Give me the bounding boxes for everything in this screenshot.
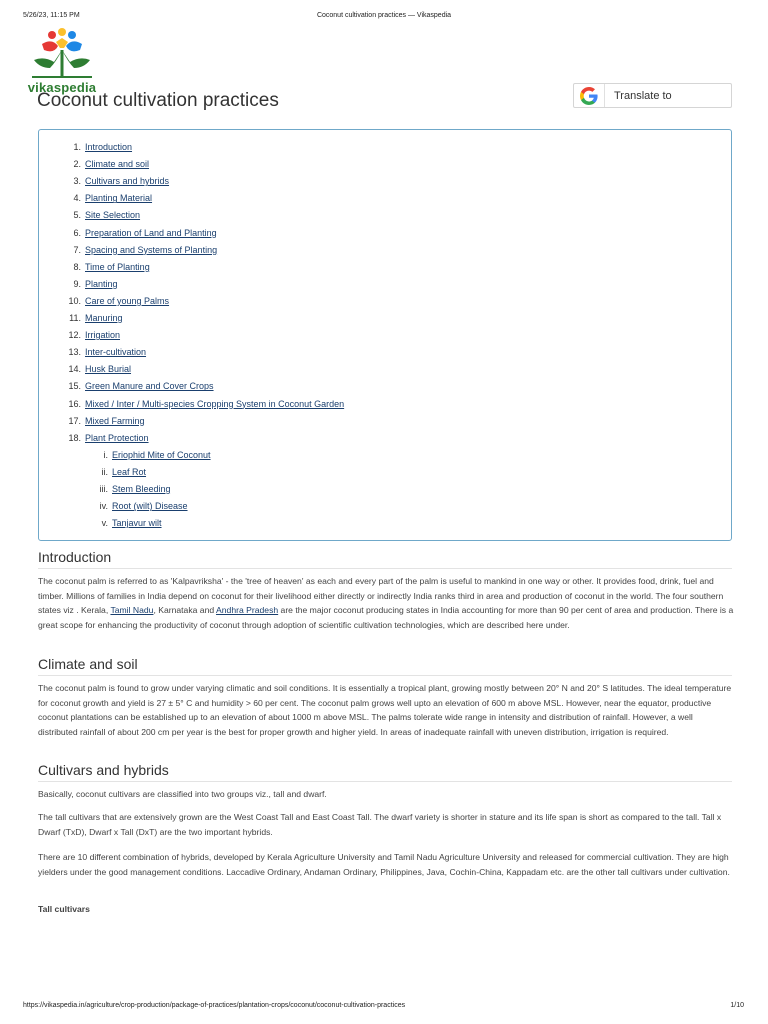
toc-sub-item-number: ii. bbox=[101, 466, 108, 477]
logo-figures-icon bbox=[26, 28, 98, 82]
translate-label: Translate to bbox=[614, 90, 672, 102]
toc-link[interactable]: Site Selection bbox=[85, 210, 141, 221]
toc-item-number: 7. bbox=[73, 244, 81, 255]
toc-item-number: 13. bbox=[68, 347, 81, 358]
heading-introduction: Introduction bbox=[38, 549, 112, 565]
toc-item bbox=[55, 159, 149, 170]
toc-item-number: 11. bbox=[69, 313, 81, 323]
toc-link[interactable]: Plant Protection bbox=[85, 432, 149, 443]
toc-sub-item bbox=[94, 518, 162, 529]
toc-sub-link[interactable]: Root (wilt) Disease bbox=[112, 501, 188, 512]
divider bbox=[38, 781, 732, 782]
toc-item-number: 1. bbox=[73, 142, 81, 152]
toc-item-number: 9. bbox=[73, 278, 81, 289]
toc-link[interactable]: Irrigation bbox=[85, 330, 121, 341]
toc-item bbox=[55, 296, 169, 307]
toc-item bbox=[55, 330, 120, 341]
toc-link[interactable]: Husk Burial bbox=[85, 364, 132, 375]
toc-item bbox=[55, 364, 131, 375]
toc-item-number: 4. bbox=[73, 193, 81, 204]
toc-link[interactable]: Care of young Palms bbox=[85, 295, 170, 306]
toc-link[interactable]: Manuring bbox=[85, 313, 123, 323]
toc-item bbox=[55, 245, 217, 256]
print-page-number: 1/10 bbox=[730, 1002, 744, 1009]
heading-climate-and-soil: Climate and soil bbox=[38, 656, 138, 672]
toc-item-number: 12. bbox=[68, 330, 81, 341]
toc-item-number: 14. bbox=[68, 364, 81, 375]
toc-item bbox=[55, 210, 140, 221]
toc-item bbox=[55, 313, 123, 324]
intro-text-c: are the major coconut producing states in India accounting for more than 90 per cent of area and production. There is a great scope for enhancing the productivity of coconut through adoption of scientific cultivation technologies, which are described here under. bbox=[38, 605, 734, 630]
intro-text-a: The coconut palm is referred to as 'Kalpavriksha' - the 'tree of heaven' as each and every part of the palm is useful to mankind in one way or other. It provides food, drink, fuel and timber. Millions of families in India depend on coconut for their livelihood either directly or indirectly India ranks third in area and production of coconut in the world. The four southern states viz . Kerala, bbox=[38, 576, 724, 616]
translate-divider bbox=[604, 84, 605, 107]
toc-sub-item-number: iv. bbox=[99, 501, 108, 512]
toc-link[interactable]: Inter-cultivation bbox=[85, 347, 147, 358]
divider bbox=[38, 568, 732, 569]
toc-item bbox=[55, 433, 149, 444]
toc-item-number: 10. bbox=[68, 295, 81, 306]
toc-link[interactable]: Introduction bbox=[85, 142, 133, 152]
vikaspedia-logo[interactable] bbox=[26, 28, 98, 94]
heading-cultivars-and-hybrids: Cultivars and hybrids bbox=[38, 762, 169, 778]
print-url: https://vikaspedia.in/agriculture/crop-production/package-of-practices/plantation-crops/coconut/coconut-cultivation-practices bbox=[23, 1002, 406, 1009]
toc-item bbox=[55, 399, 344, 410]
toc-sub-link[interactable]: Tanjavur wilt bbox=[112, 518, 162, 529]
toc-item bbox=[55, 416, 145, 427]
toc-link[interactable]: Time of Planting bbox=[85, 261, 150, 272]
table-of-contents bbox=[38, 129, 732, 541]
toc-sub-item bbox=[94, 450, 211, 461]
link-tamil-nadu[interactable]: Tamil Nadu bbox=[110, 605, 154, 616]
toc-item bbox=[55, 193, 152, 204]
paragraph-cultivars-2: The tall cultivars that are extensively grown are the West Coast Tall and East Coast Tall. The dwarf variety is shorter in stature and its life span is short as compared to the tall. Tall x Dwarf (TxD), Dwarf x Tall (DxT) are the two important hybrids. bbox=[38, 812, 722, 837]
toc-sub-item bbox=[94, 484, 171, 495]
toc-link[interactable]: Spacing and Systems of Planting bbox=[85, 244, 218, 255]
toc-link[interactable]: Planting bbox=[85, 278, 118, 289]
toc-item bbox=[55, 279, 118, 290]
divider bbox=[38, 675, 732, 676]
toc-sub-link[interactable]: Leaf Rot bbox=[112, 466, 147, 477]
toc-item bbox=[55, 262, 150, 273]
page-title: Coconut cultivation practices bbox=[37, 90, 279, 111]
toc-item bbox=[55, 228, 217, 239]
toc-sub-item-number: v. bbox=[101, 518, 108, 529]
toc-item-number: 2. bbox=[73, 159, 81, 170]
toc-item-number: 8. bbox=[73, 261, 81, 272]
toc-item-number: 15. bbox=[68, 381, 81, 392]
print-doc-title: Coconut cultivation practices — Vikaspedia bbox=[316, 12, 452, 19]
toc-item-number: 6. bbox=[73, 227, 81, 238]
toc-link[interactable]: Preparation of Land and Planting bbox=[85, 227, 217, 238]
google-icon bbox=[580, 87, 598, 105]
print-timestamp: 5/26/23, 11:15 PM bbox=[23, 12, 80, 19]
toc-item bbox=[55, 347, 146, 358]
toc-sub-link[interactable]: Eriophid Mite of Coconut bbox=[112, 449, 211, 460]
toc-link[interactable]: Planting Material bbox=[85, 193, 153, 204]
toc-link[interactable]: Mixed Farming bbox=[85, 415, 145, 426]
toc-item bbox=[55, 176, 169, 187]
toc-link[interactable]: Green Manure and Cover Crops bbox=[85, 381, 214, 392]
toc-sub-item-number: i. bbox=[103, 449, 108, 460]
toc-item bbox=[55, 142, 132, 153]
toc-link[interactable]: Climate and soil bbox=[85, 159, 150, 170]
toc-link[interactable]: Cultivars and hybrids bbox=[85, 176, 170, 187]
toc-item-number: 18. bbox=[68, 432, 81, 443]
toc-item-number: 17. bbox=[68, 415, 81, 426]
paragraph-cultivars-1: Basically, coconut cultivars are classified into two groups viz., tall and dwarf. bbox=[38, 789, 327, 799]
toc-sub-link[interactable]: Stem Bleeding bbox=[112, 484, 171, 494]
toc-sub-item bbox=[94, 501, 188, 512]
toc-item-number: 3. bbox=[73, 176, 81, 187]
toc-item bbox=[55, 381, 214, 392]
paragraph-climate: The coconut palm is found to grow under varying climatic and soil conditions. It is essentially a tropical plant, growing mostly between 20° N and 20° S latitudes. The ideal temperature for coconut growth and yield is 27 ± 5° C and humidity > 60 per cent. The coconut palm grows well upto an elevation of 600 m above MSL. However, near the equator, productive coconut plantations can be established up to an elevation of about 1000 m above MSL. The palms tolerate wide range in intensity and distribution of rainfall. However, a well distributed rainfall of about 200 cm per year is the best for proper growth and higher yield. In areas of inadequate rainfall with uneven distribution, irrigation is required. bbox=[38, 683, 732, 737]
translate-widget[interactable] bbox=[573, 83, 732, 108]
paragraph-introduction bbox=[38, 574, 734, 632]
intro-text-b: , Karnataka and bbox=[153, 605, 217, 616]
toc-item-number: 16. bbox=[68, 398, 81, 409]
subheading-tall-cultivars: Tall cultivars bbox=[38, 904, 90, 914]
print-header bbox=[0, 12, 768, 22]
logo-text: vikaspedia bbox=[27, 80, 97, 95]
toc-sub-item bbox=[94, 467, 146, 478]
toc-item-number: 5. bbox=[73, 210, 81, 221]
link-andhra-pradesh[interactable]: Andhra Pradesh bbox=[216, 605, 279, 616]
toc-sub-item-number: iii. bbox=[99, 484, 108, 494]
toc-link[interactable]: Mixed / Inter / Multi-species Cropping System in Coconut Garden bbox=[85, 398, 345, 409]
paragraph-cultivars-3: There are 10 different combination of hybrids, developed by Kerala Agriculture University and Tamil Nadu Agriculture University and released for commercial cultivation. They are high yielders under the good management conditions. Laccadive Ordinary, Andaman Ordinary, Philippines, Java, Cochin-China, Kappadam etc. are the other tall cultivars under cultivation. bbox=[38, 852, 730, 877]
